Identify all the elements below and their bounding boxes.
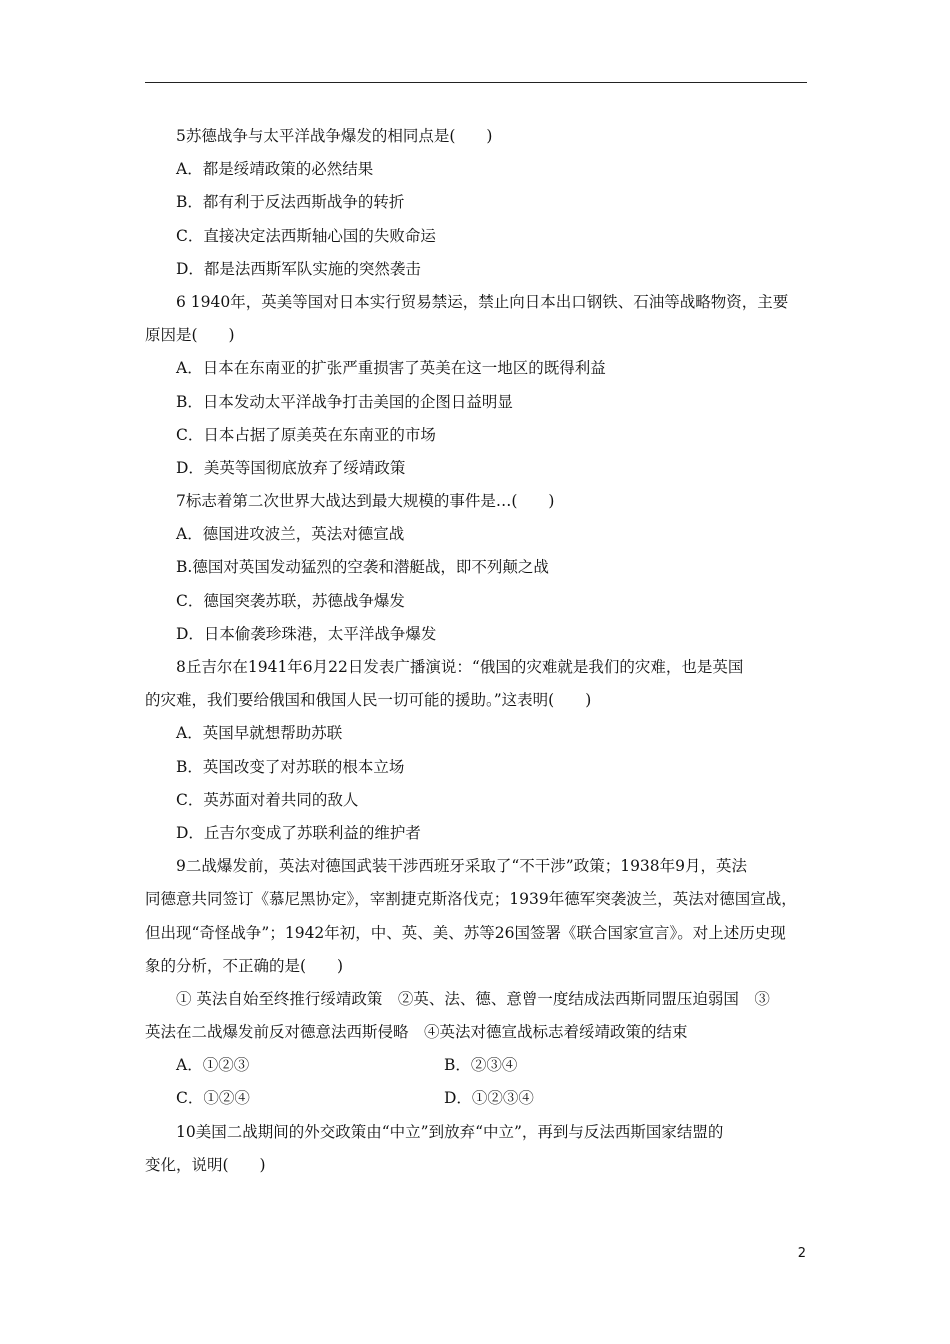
question-stem-cont: 但出现“奇怪战争”；1942年初，中、英、美、苏等26国签署《联合国家宣言》。对上述历史现 xyxy=(145,923,786,942)
question-stem: 10美国二战期间的外交政策由“中立”到放弃“中立”，再到与反法西斯国家结盟的 xyxy=(176,1122,724,1141)
option-d: D．日本偷袭珍珠港，太平洋战争爆发 xyxy=(176,624,437,643)
question-stem: 7标志着第二次世界大战达到最大规模的事件是…( ) xyxy=(176,492,555,511)
question-stem-cont: 原因是( ) xyxy=(145,326,235,345)
option-d: D．美英等国彻底放弃了绥靖政策 xyxy=(176,458,406,477)
question-9 xyxy=(145,850,807,1116)
option-d: D．丘吉尔变成了苏联利益的维护者 xyxy=(176,823,421,842)
question-8 xyxy=(145,651,807,850)
option-a: A．①②③ xyxy=(176,1056,250,1075)
question-stem-cont: 同德意共同签订《慕尼黑协定》，宰割捷克斯洛伐克；1939年德军突袭波兰，英法对德国宣战， xyxy=(145,890,797,909)
question-stem: 5苏德战争与太平洋战争爆发的相同点是( ) xyxy=(176,127,493,145)
option-a: A．德国进攻波兰，英法对德宣战 xyxy=(176,525,405,544)
option-c: C．英苏面对着共同的敌人 xyxy=(176,790,359,809)
option-b: B．都有利于反法西斯战争的转折 xyxy=(176,193,405,212)
question-stem-cont: 的灾难，我们要给俄国和俄国人民一切可能的援助。”这表明( ) xyxy=(145,691,592,710)
option-c: C．①②④ xyxy=(176,1089,250,1108)
question-stem: 8丘吉尔在1941年6月22日发表广播演说：“俄国的灾难就是我们的灾难，也是英国 xyxy=(176,658,744,676)
option-c: C．直接决定法西斯轴心国的失败命运 xyxy=(176,226,436,245)
question-stem-cont: 象的分析，不正确的是( ) xyxy=(145,956,344,975)
option-d: D．①②③④ xyxy=(444,1089,534,1108)
question-5 xyxy=(145,120,807,286)
option-b: B．②③④ xyxy=(444,1056,518,1075)
question-stem: 9二战爆发前，英法对德国武装干涉西班牙采取了“不干涉”政策；1938年9月，英法 xyxy=(176,857,748,876)
statement-list: ① 英法自始至终推行绥靖政策 ②英、法、德、意曾一度结成法西斯同盟压迫弱国 ③ xyxy=(176,989,770,1008)
question-7 xyxy=(145,485,807,651)
page-number: 2 xyxy=(797,1246,806,1261)
question-6 xyxy=(145,286,807,485)
question-10 xyxy=(145,1116,807,1182)
option-b: B．英国改变了对苏联的根本立场 xyxy=(176,757,405,776)
option-a: A．都是绥靖政策的必然结果 xyxy=(176,160,374,179)
option-b: B．日本发动太平洋战争打击美国的企图日益明显 xyxy=(176,392,513,411)
option-c: C．德国突袭苏联，苏德战争爆发 xyxy=(176,591,405,610)
question-stem-cont: 变化，说明( ) xyxy=(145,1155,266,1174)
statement-list-cont: 英法在二战爆发前反对德意法西斯侵略 ④英法对德宣战标志着绥靖政策的结束 xyxy=(145,1023,688,1042)
option-a: A．英国早就想帮助苏联 xyxy=(176,724,343,743)
option-b: B.德国对英国发动猛烈的空袭和潜艇战，即不列颠之战 xyxy=(176,558,549,577)
option-row xyxy=(145,1049,807,1082)
option-row xyxy=(145,1082,807,1115)
question-list xyxy=(145,120,807,1182)
option-c: C．日本占据了原美英在东南亚的市场 xyxy=(176,425,436,444)
option-d: D．都是法西斯军队实施的突然袭击 xyxy=(176,259,421,278)
option-a: A．日本在东南亚的扩张严重损害了英美在这一地区的既得利益 xyxy=(176,359,606,378)
question-stem: 6 1940年，英美等国对日本实行贸易禁运，禁止向日本出口钢铁、石油等战略物资，主要 xyxy=(176,292,789,311)
header-rule xyxy=(145,82,807,83)
